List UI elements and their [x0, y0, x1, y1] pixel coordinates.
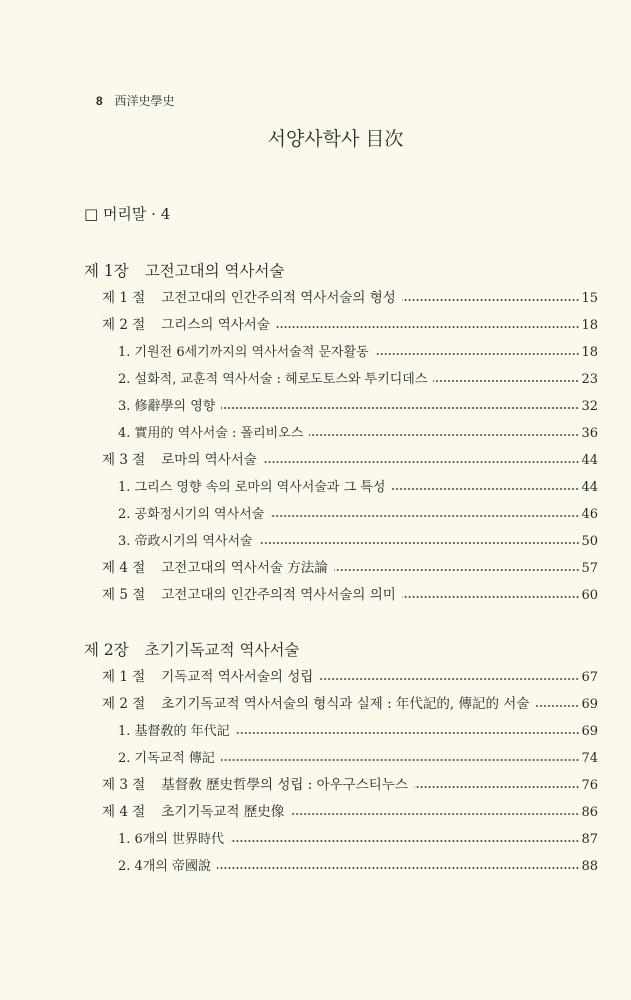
chapter-label: 제 1장	[84, 262, 129, 280]
entry-page-number: 18	[581, 345, 598, 360]
entry-title: 1. 기원전 6세기까지의 역사서술적 문자활동	[118, 345, 369, 360]
entry-page-number: 86	[581, 805, 598, 820]
toc-entry	[84, 474, 598, 501]
toc-entry	[84, 718, 598, 745]
toc-entry	[84, 555, 598, 582]
entry-title: 1. 基督敎的 年代記	[118, 724, 230, 739]
dot-leader	[375, 346, 580, 356]
entry-title: 로마의 역사서술	[161, 452, 257, 468]
toc-entry	[84, 312, 598, 339]
toc-entry	[84, 582, 598, 609]
entry-title: 초기기독교적 역사서술의 형식과 실제 : 年代記的, 傳記的 서술	[161, 696, 530, 712]
dot-leader	[402, 589, 580, 599]
section-label: 제 3 절	[102, 452, 146, 468]
chapter-heading	[84, 637, 598, 664]
toc-entry	[84, 339, 598, 366]
toc-entry	[84, 447, 598, 474]
dot-leader	[236, 725, 580, 735]
section-label: 제 3 절	[102, 777, 146, 793]
section-label: 제 1 절	[102, 290, 146, 306]
running-head	[96, 92, 175, 109]
section-label: 제 4 절	[102, 804, 146, 820]
entry-page-number: 46	[581, 507, 598, 522]
section-label: 제 1 절	[102, 669, 146, 685]
dot-leader	[319, 671, 579, 681]
toc-entry	[84, 420, 598, 447]
entry-page-number: 18	[581, 318, 598, 333]
dot-leader	[221, 752, 580, 762]
chapter-label: 제 2장	[84, 641, 129, 659]
toc-entry	[84, 772, 598, 799]
entry-title: 그리스의 역사서술	[161, 317, 270, 333]
dot-leader	[290, 806, 579, 816]
entry-page-number: 76	[581, 778, 598, 793]
entry-page-number: 74	[581, 751, 598, 766]
entry-page-number: 36	[581, 426, 598, 441]
page-number: 8	[96, 94, 103, 108]
entry-page-number: 44	[581, 453, 598, 468]
entry-page-number: 57	[581, 561, 598, 576]
entry-title: 1. 그리스 영향 속의 로마의 역사서술과 그 특성	[118, 480, 386, 495]
table-of-contents	[84, 258, 598, 880]
dot-leader	[391, 481, 579, 491]
entry-page-number: 32	[581, 399, 598, 414]
book-title: 西洋史學史	[114, 94, 175, 108]
dot-leader	[309, 427, 579, 437]
dot-leader	[402, 292, 580, 302]
section-label: 제 2 절	[102, 696, 146, 712]
dot-leader	[276, 319, 580, 329]
toc-entry	[84, 691, 598, 718]
chapter-title: 초기기독교적 역사서술	[144, 641, 300, 659]
toc-entry	[84, 528, 598, 555]
toc-entry	[84, 799, 598, 826]
dot-leader	[263, 454, 580, 464]
toc-entry	[84, 826, 598, 853]
entry-page-number: 69	[581, 697, 598, 712]
entry-title: 고전고대의 인간주의적 역사서술의 의미	[161, 587, 396, 603]
entry-page-number: 15	[581, 291, 598, 306]
entry-page-number: 67	[581, 670, 598, 685]
toc-entry	[84, 745, 598, 772]
dot-leader	[433, 373, 579, 383]
dot-leader	[259, 535, 580, 545]
entry-page-number: 23	[581, 372, 598, 387]
chapter-heading	[84, 258, 598, 285]
entry-title: 2. 기독교적 傳記	[118, 751, 215, 766]
entry-title: 고전고대의 인간주의적 역사서술의 형성	[161, 290, 396, 306]
section-label: 제 4 절	[102, 560, 146, 576]
chapter-title: 고전고대의 역사서술	[144, 262, 285, 280]
toc-entry	[84, 501, 598, 528]
entry-page-number: 50	[581, 534, 598, 549]
toc-entry	[84, 664, 598, 691]
preface-entry: □ 머리말 · 4	[84, 205, 171, 223]
dot-leader	[414, 779, 580, 789]
section-label: 제 5 절	[102, 587, 146, 603]
entry-page-number: 60	[581, 588, 598, 603]
dot-leader	[270, 508, 579, 518]
entry-page-number: 69	[581, 724, 598, 739]
entry-title: 고전고대의 역사서술 方法論	[161, 560, 328, 576]
entry-title: 3. 修辭學의 영향	[118, 399, 216, 414]
toc-entry	[84, 393, 598, 420]
toc-entry	[84, 285, 598, 312]
entry-title: 2. 4개의 帝國說	[118, 859, 212, 874]
entry-title: 4. 實用的 역사서술 : 폴리비오스	[118, 426, 304, 441]
toc-entry	[84, 366, 598, 393]
entry-title: 기독교적 역사서술의 성립	[161, 669, 314, 685]
section-label: 제 2 절	[102, 317, 146, 333]
dot-leader	[221, 400, 579, 410]
page-title: 서양사학사 目次	[267, 128, 404, 150]
entry-title: 초기기독교적 歷史像	[161, 804, 285, 820]
entry-title: 2. 공화정시기의 역사서술	[118, 507, 265, 522]
entry-page-number: 88	[581, 859, 598, 874]
entry-page-number: 44	[581, 480, 598, 495]
entry-title: 2. 설화적, 교훈적 역사서술 : 헤로도토스와 투키디데스	[118, 372, 428, 387]
dot-leader	[217, 860, 579, 870]
entry-page-number: 87	[581, 832, 598, 847]
entry-title: 1. 6개의 世界時代	[118, 832, 225, 847]
toc-entry	[84, 853, 598, 880]
entry-title: 3. 帝政시기의 역사서술	[118, 534, 253, 549]
entry-title: 基督敎 歷史哲學의 성립 : 아우구스티누스	[161, 777, 408, 793]
dot-leader	[535, 698, 579, 708]
dot-leader	[230, 833, 579, 843]
dot-leader	[334, 562, 580, 572]
